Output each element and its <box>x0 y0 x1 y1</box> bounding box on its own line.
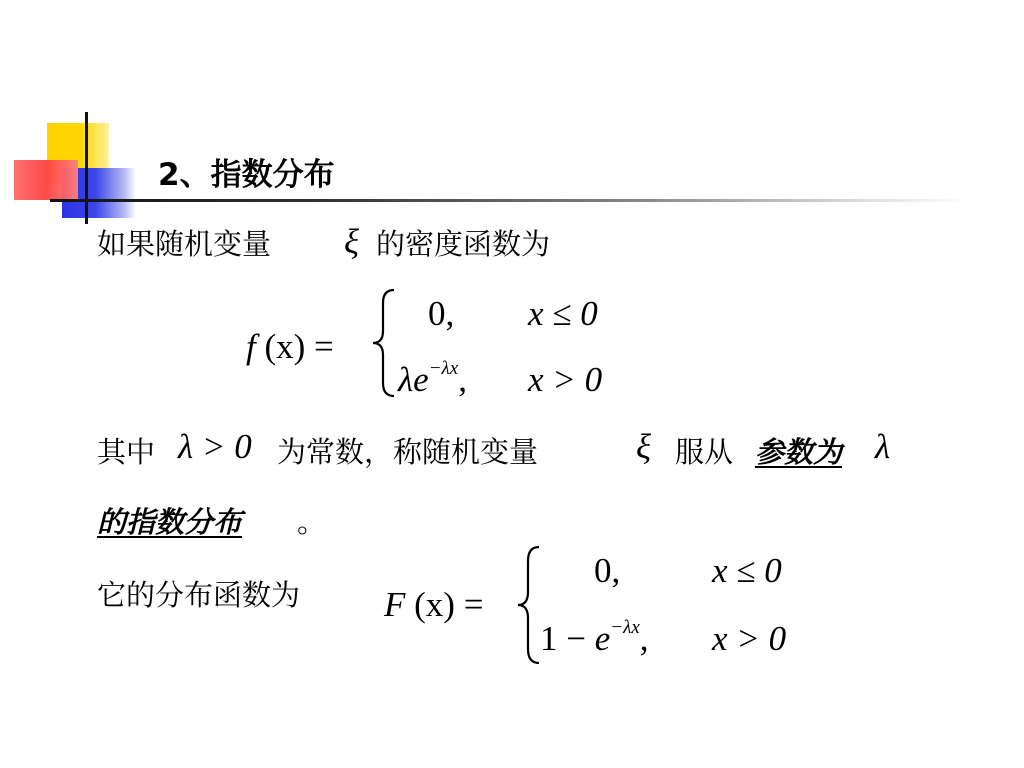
statement-end: 。 <box>297 505 327 539</box>
decor-vertical-line <box>85 112 88 224</box>
statement-part2: 为常数，称随机变量 <box>277 435 539 469</box>
cdf-case2-e: e <box>594 619 611 658</box>
density-case1-cond: x ≤ 0 <box>528 294 598 333</box>
density-case2-comma: , <box>458 360 467 399</box>
decor-red-square <box>14 160 78 200</box>
density-brace <box>370 287 398 399</box>
density-lhs <box>246 327 334 367</box>
decor-horizontal-line <box>50 199 970 202</box>
cdf-label: 它的分布函数为 <box>97 578 301 612</box>
intro-text-before: 如果随机变量 <box>97 227 272 261</box>
statement-emphasis-1: 参数为 <box>755 435 843 469</box>
statement-xi-symbol: ξ <box>636 427 651 466</box>
statement-emphasis-2: 的指数分布 <box>97 505 243 539</box>
density-case2-expr <box>398 360 467 400</box>
cdf-case1-value: 0, <box>594 551 621 590</box>
cdf-lhs <box>384 585 483 625</box>
cdf-case1-cond: x ≤ 0 <box>712 551 782 590</box>
intro-xi-symbol: ξ <box>344 222 359 261</box>
density-lhs-f: f <box>246 327 256 366</box>
statement-lambda-symbol: λ <box>875 427 891 466</box>
statement-part1: 其中 <box>97 435 156 469</box>
statement-lambda-condition: λ > 0 <box>178 427 252 466</box>
density-case2-cond: x > 0 <box>528 360 603 399</box>
statement-part3: 服从 <box>675 435 734 469</box>
cdf-lhs-F: F <box>384 585 406 624</box>
cdf-lhs-rest: (x) = <box>414 585 484 624</box>
cdf-case2-expr <box>540 619 649 659</box>
density-case2-e: e <box>413 360 429 399</box>
density-case2-exponent: −λx <box>428 358 459 379</box>
cdf-case2-comma: , <box>639 619 649 658</box>
cdf-case2-exponent: −λx <box>610 617 640 638</box>
intro-text-after: 的密度函数为 <box>376 227 551 261</box>
density-case1-value: 0, <box>428 294 455 333</box>
cdf-case2-one: 1 − <box>540 619 586 658</box>
density-lhs-rest: (x) = <box>264 327 334 366</box>
cdf-brace <box>515 544 543 666</box>
density-case2-lambda: λ <box>398 360 414 399</box>
slide-title: 2、指数分布 <box>158 157 335 193</box>
cdf-case2-cond: x > 0 <box>712 619 787 658</box>
